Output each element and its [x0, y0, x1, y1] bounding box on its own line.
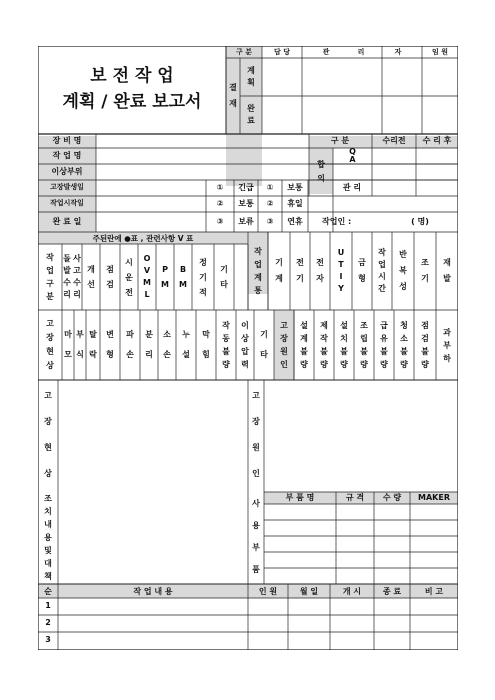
work-type-7: P M	[161, 265, 169, 289]
job-name-label: 작 업 명	[52, 151, 82, 160]
category-number-3: ③	[266, 217, 274, 226]
approval-header-executive: 임 원	[432, 48, 448, 56]
fail-cause-1: 설 계 불 량	[300, 321, 308, 369]
category-label-3: 연휴	[287, 217, 303, 226]
work-system-3: 전 자	[316, 258, 324, 283]
work-type-9: 정 기 적	[199, 257, 207, 297]
note-label: 주된란에 ●표 , 관련사항 V 표	[92, 234, 194, 243]
approval-row-plan: 계 획	[247, 66, 255, 87]
fail-symptom-12: 기 타	[260, 330, 268, 359]
fail-symptom-2: 부 식	[76, 330, 84, 359]
work-type-10: 기 타	[220, 265, 228, 289]
work-system-label: 작 업 계 통	[254, 247, 262, 295]
work-type-label: 작 업 구 분	[46, 253, 54, 301]
fail-cause-8: 과 부 하	[443, 327, 451, 363]
work-system-8: 조 기	[421, 258, 429, 283]
log-header-7: 비 고	[424, 587, 444, 596]
category-label-2: 휴일	[287, 199, 303, 208]
log-header-6: 종 료	[382, 587, 402, 596]
approval-row-done: 완 료	[247, 104, 255, 125]
work-type-1: 돌 발 수 리	[63, 254, 71, 299]
parts-header-3: 수 량	[382, 493, 402, 502]
urgency-number-3: ③	[216, 217, 224, 226]
fail-symptom-9: 막 힘	[202, 330, 210, 359]
approval-header-category: 구 분	[236, 48, 252, 56]
fail-cause-7: 점 검 불 량	[421, 321, 429, 369]
category-number-2: ②	[266, 199, 274, 208]
work-type-5: 시 운 전	[125, 257, 133, 297]
log-row-number-2: 2	[45, 618, 51, 627]
log-header-5: 개 시	[342, 587, 362, 596]
log-row-number-1: 1	[45, 601, 51, 610]
fail-symptom-10: 작 동 불 량	[222, 321, 230, 369]
urgency-number-1: ①	[216, 183, 224, 192]
urgency-label-1: 긴급	[238, 183, 254, 192]
fail-cause-3: 설 치 불 량	[340, 321, 348, 369]
cause-label: 고 장 원 인	[252, 391, 260, 478]
log-header-1: 순	[44, 587, 52, 596]
approval-side: 결 재	[229, 83, 237, 108]
approval-header-admin-2: 리	[357, 48, 365, 56]
report-form	[38, 46, 458, 650]
fail-cause-label: 고 장 원 인	[280, 321, 288, 369]
work-system-4: U T I Y	[337, 248, 345, 293]
work-system-6: 작 업 시 간	[378, 248, 386, 293]
fail-symptom-4: 변 형	[106, 330, 114, 359]
fail-cause-2: 제 작 불 량	[320, 321, 328, 369]
log-row-number-3: 3	[45, 635, 51, 644]
title-line1: 보 전 작 업	[90, 66, 174, 86]
work-type-3: 개 선	[87, 265, 95, 289]
fail-symptom-5: 파 손	[126, 330, 134, 359]
sign-row-qa: Q A	[349, 148, 356, 164]
title-line2: 계획 / 완료 보고서	[62, 92, 202, 112]
sign-header-category: 구 분	[330, 136, 350, 145]
log-header-2: 작 업 내 용	[133, 587, 173, 596]
urgency-number-2: ②	[216, 199, 224, 208]
work-system-7: 반 복 성	[399, 250, 407, 291]
start-date-label: 작업시작일	[50, 199, 84, 207]
work-system-1: 기 계	[275, 258, 283, 283]
work-type-8: B M	[179, 265, 187, 289]
work-system-9: 재 발	[443, 258, 451, 283]
fail-symptom-7: 소 손	[163, 330, 171, 359]
urgency-label-3: 보류	[238, 217, 254, 226]
fail-cause-5: 급 유 불 량	[380, 321, 388, 369]
fail-symptom-3: 탈 락	[89, 330, 97, 359]
fail-symptom-8: 누 설	[182, 330, 190, 359]
parts-header-4: MAKER	[418, 493, 450, 502]
fail-symptom-label: 고 장 현 상	[46, 319, 54, 370]
approval-header-admin-1: 관	[322, 48, 330, 56]
equipment-label: 장 비 명	[52, 136, 82, 145]
sign-header-before: 수리전	[382, 136, 406, 145]
abnormal-part-label: 이상부위	[51, 167, 83, 176]
fail-date-label: 고장발생일	[50, 183, 84, 191]
category-number-1: ①	[266, 183, 274, 192]
sign-header-after: 수 리 후	[422, 136, 452, 145]
urgency-label-2: 보통	[238, 199, 254, 208]
people-count-label: ( 명)	[411, 217, 429, 226]
action-label: 조 치 내 용 및 대 책	[44, 493, 52, 581]
work-type-6: O V M L	[143, 254, 151, 299]
approval-header-admin-3: 자	[394, 48, 402, 56]
log-header-4: 월 일	[299, 587, 319, 596]
work-system-5: 금 형	[358, 258, 366, 283]
sign-row-admin: 관 리	[342, 183, 362, 192]
approval-header-manager: 담 당	[274, 48, 290, 56]
work-type-4: 점 검	[106, 265, 114, 289]
worker-label: 작업인 :	[322, 217, 352, 226]
fail-symptom-11: 이 상 압 력	[241, 321, 249, 369]
done-date-label: 완 료 일	[52, 217, 82, 226]
log-header-3: 인 원	[258, 587, 278, 596]
fail-symptom-6: 분 리	[145, 330, 153, 359]
category-label-1: 보통	[287, 183, 303, 192]
sign-side: 합 의	[317, 160, 325, 183]
parts-header-1: 부 품 명	[285, 493, 315, 502]
phenomenon-label: 고 장 현 상	[44, 391, 52, 478]
parts-header-2: 규 격	[345, 493, 365, 502]
fail-cause-6: 청 소 불 량	[400, 321, 408, 369]
work-type-2: 사 고 수 리	[73, 254, 81, 299]
work-system-2: 전 기	[296, 258, 304, 283]
parts-label: 사 용 부 품	[252, 499, 260, 574]
fail-cause-4: 조 립 불 량	[360, 321, 368, 369]
fail-symptom-1: 마 모	[64, 330, 72, 359]
